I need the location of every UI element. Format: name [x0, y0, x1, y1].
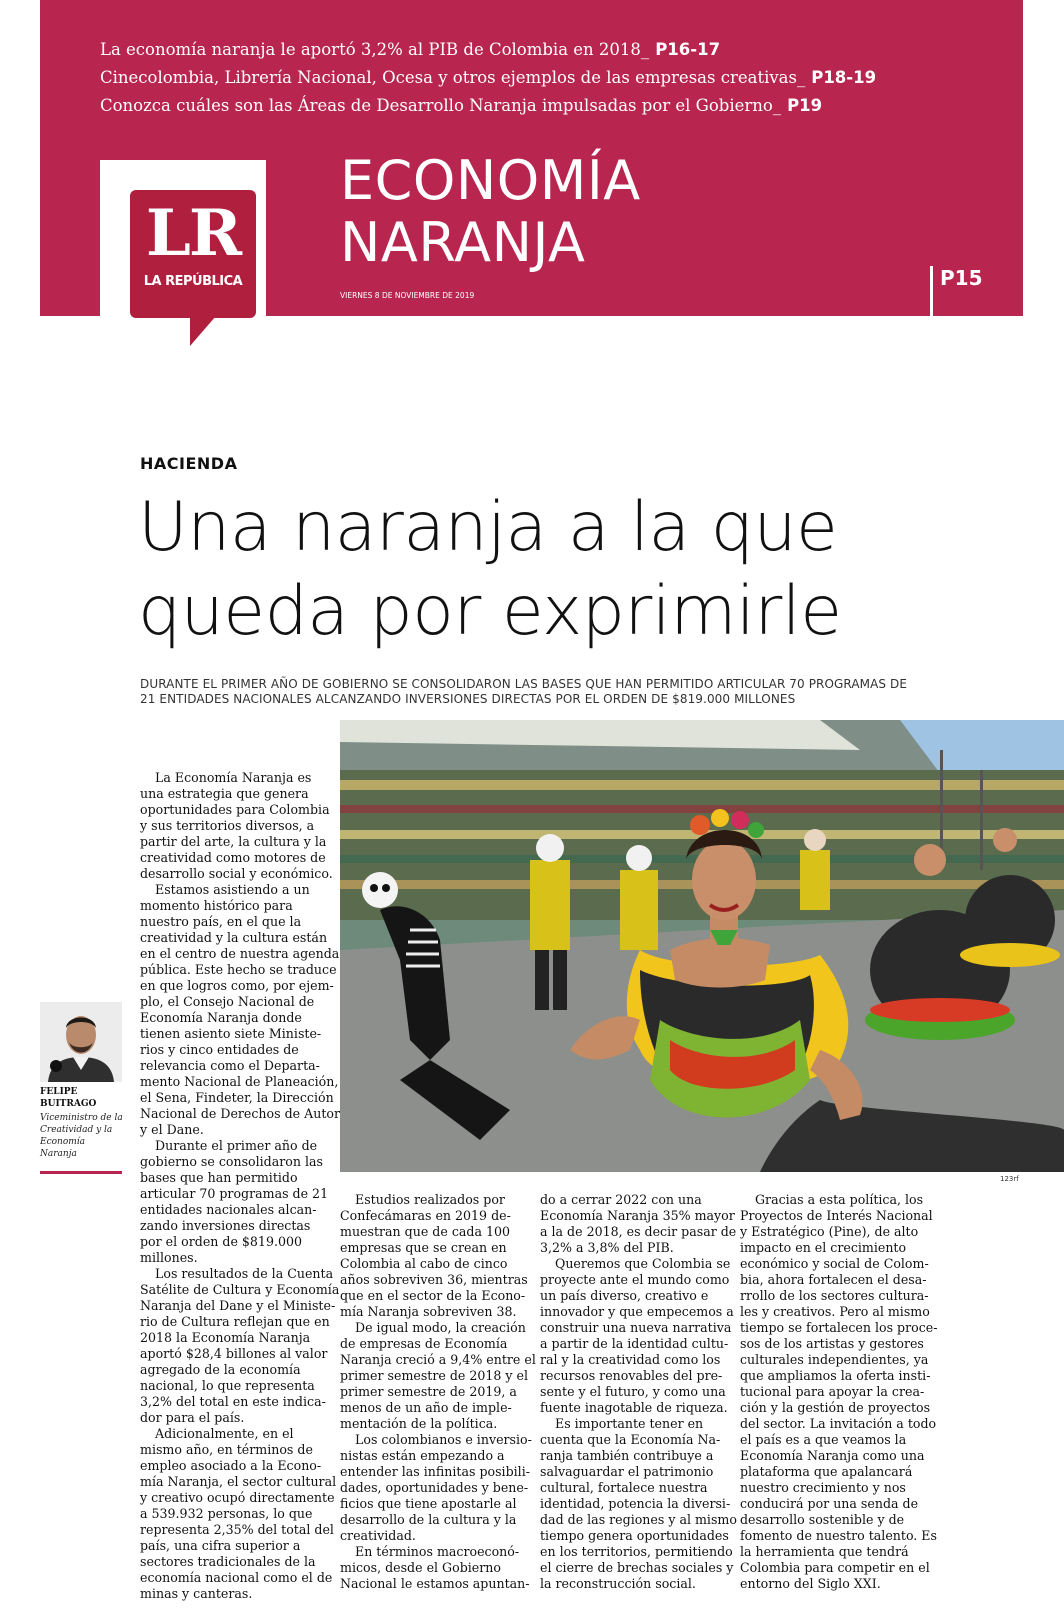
author-role-line: Viceministro de la	[40, 1113, 123, 1123]
body-text-line: do a cerrar 2022 con una	[540, 1192, 702, 1207]
body-text-line: ranja también contribuye a	[540, 1448, 714, 1463]
body-text-line: Economía Naranja donde	[140, 1010, 302, 1025]
teaser-item[interactable]	[100, 64, 960, 92]
teaser-list	[100, 36, 960, 120]
body-text-line: la reconstrucción social.	[540, 1576, 696, 1591]
body-text-line: economía nacional como el de	[140, 1570, 333, 1585]
body-text-line: cultural, fortalece nuestra	[540, 1480, 708, 1495]
body-text-line: aportó $28,4 billones al valor	[140, 1346, 328, 1361]
body-text-line: Colombia al cabo de cinco	[340, 1256, 508, 1271]
body-text-line: plataforma que apalancará	[740, 1464, 913, 1479]
body-text-line: ral y la creatividad como los	[540, 1352, 721, 1367]
body-text-line: pública. Este hecho se traduce	[140, 962, 337, 977]
body-text-line: desarrollo social y económico.	[140, 866, 333, 881]
body-text-line: tiempo genera oportunidades	[540, 1528, 729, 1543]
body-text-line: y el Dane.	[140, 1122, 204, 1137]
body-text-line: años sobreviven 36, mientras	[340, 1272, 528, 1287]
headline-line: queda por exprimirle	[138, 572, 842, 651]
body-text-line: minas y canteras.	[140, 1586, 253, 1601]
body-text-line: representa 2,35% del total del	[140, 1522, 334, 1537]
body-text-line: Economía Naranja como una	[740, 1448, 925, 1463]
body-text-line: nacional, lo que representa	[140, 1378, 315, 1393]
body-text-line: conducirá por una senda de	[740, 1496, 919, 1511]
body-text-line: En términos macroeconó-	[355, 1544, 520, 1559]
body-text-line: Durante el primer año de	[155, 1138, 318, 1153]
body-text-line: sente y el futuro, y como una	[540, 1384, 726, 1399]
body-text-line: culturales independientes, ya	[740, 1352, 929, 1367]
body-column-3	[540, 1192, 737, 1592]
body-text-line: micos, desde el Gobierno	[340, 1560, 501, 1575]
body-text-line: rio de Cultura reflejan que en	[140, 1314, 330, 1329]
body-text-line: Satélite de Cultura y Economía	[140, 1282, 340, 1297]
author-role-line: Naranja	[40, 1149, 77, 1159]
teaser-page: P18-19	[811, 68, 877, 87]
body-text-line: fuente inagotable de riqueza.	[540, 1400, 728, 1415]
body-text-line: mismo año, en términos de	[140, 1442, 313, 1457]
body-text-line: salvaguardar el patrimonio	[540, 1464, 714, 1479]
body-text-line: dor para el país.	[140, 1410, 245, 1425]
logo-name: LA REPÚBLICA	[143, 274, 243, 289]
article-kicker: HACIENDA	[140, 454, 238, 473]
body-text-line: Gracias a esta política, los	[755, 1192, 924, 1207]
body-text-line: nistas están empezando a	[340, 1448, 505, 1463]
body-text-line: primer semestre de 2018 y el	[340, 1368, 529, 1383]
author-role-line: Creatividad y la	[40, 1125, 113, 1135]
body-text-line: de empresas de Economía	[340, 1336, 508, 1351]
photo-credit: 123rf	[1000, 1175, 1019, 1183]
issue-date: VIERNES 8 DE NOVIEMBRE DE 2019	[340, 291, 475, 300]
body-text-line: fomento de nuestro talento. Es	[740, 1528, 937, 1543]
logo-speech-tail	[190, 316, 216, 346]
teaser-page: P16-17	[655, 40, 721, 59]
body-text-line: nuestro país, en el que la	[140, 914, 302, 929]
body-text-line: mía Naranja, el sector cultural	[140, 1474, 337, 1489]
logo-letters: LR	[145, 196, 241, 271]
author-name	[40, 1086, 122, 1110]
body-text-line: en los territorios, permitiendo	[540, 1544, 733, 1559]
page-divider	[930, 266, 933, 316]
teaser-item[interactable]	[100, 36, 960, 64]
body-text-line: sos de los artistas y gestores	[740, 1336, 924, 1351]
body-text-line: desarrollo de la cultura y la	[340, 1512, 517, 1527]
body-column-2	[340, 1192, 536, 1592]
body-text-line: De igual modo, la creación	[355, 1320, 526, 1335]
body-text-line: mento Nacional de Planeación,	[140, 1074, 339, 1089]
body-text-line: creatividad.	[340, 1528, 416, 1543]
body-text-line: que ampliamos la oferta insti-	[740, 1368, 931, 1383]
body-text-line: dades, oportunidades y bene-	[340, 1480, 529, 1495]
body-text-line: el cierre de brechas sociales y	[540, 1560, 734, 1575]
author-role	[40, 1112, 124, 1160]
body-text-line: y Estratégico (Pine), de alto	[740, 1224, 919, 1239]
body-text-line: en el centro de nuestra agenda	[140, 946, 340, 961]
body-text-line: económico y social de Colom-	[740, 1256, 929, 1271]
body-text-line: mía Naranja sobreviven 38.	[340, 1304, 517, 1319]
body-text-line: empresas que se crean en	[340, 1240, 507, 1255]
body-text-line: creatividad y la cultura están	[140, 930, 328, 945]
body-text-line: desarrollo sostenible y de	[740, 1512, 905, 1527]
body-column-4	[740, 1192, 938, 1592]
body-text-line: la herramienta que tendrá	[740, 1544, 909, 1559]
body-text-line: zando inversiones directas	[140, 1218, 311, 1233]
body-text-line: y creativo ocupó directamente	[140, 1490, 335, 1505]
carnival-photo-image	[340, 720, 1064, 1172]
body-text-line: relevancia como el Departa-	[140, 1058, 320, 1073]
body-column-1	[140, 770, 340, 1602]
body-text-line: identidad, potencia la diversi-	[540, 1496, 731, 1511]
body-text-line: les y creativos. Pero al mismo	[740, 1304, 930, 1319]
teaser-page: P19	[787, 96, 823, 115]
body-text-line: Es importante tener en	[555, 1416, 704, 1431]
body-text-line: tucional para apoyar la crea-	[740, 1384, 925, 1399]
body-text-line: en que logros como, por ejem-	[140, 978, 334, 993]
body-text-line: Estamos asistiendo a un	[155, 882, 310, 897]
body-text-line: Proyectos de Interés Nacional	[740, 1208, 933, 1223]
body-text-line: nuestro crecimiento y nos	[740, 1480, 906, 1495]
body-text-line: bia, ahora fortalecen el desa-	[740, 1272, 927, 1287]
body-text-line: agregado de la economía	[140, 1362, 301, 1377]
body-text-line: proyecte ante el mundo como	[540, 1272, 730, 1287]
body-text-line: que en el sector de la Econo-	[340, 1288, 526, 1303]
author-name-line: FELIPE	[40, 1087, 78, 1097]
body-text-line: Los colombianos e inversio-	[355, 1432, 532, 1447]
body-text-line: plo, el Consejo Nacional de	[140, 994, 315, 1009]
carnival-photo[interactable]	[340, 720, 1064, 1172]
author-rule	[40, 1171, 122, 1174]
body-text-line: entidades nacionales alcan-	[140, 1202, 317, 1217]
body-text-line: tienen asiento siete Ministe-	[140, 1026, 322, 1041]
body-text-line: oportunidades para Colombia	[140, 802, 330, 817]
author-name-line: BUITRAGO	[40, 1099, 97, 1109]
body-text-line: cuenta que la Economía Na-	[540, 1432, 721, 1447]
article-headline	[138, 486, 1038, 654]
author-portrait-image	[40, 1002, 122, 1082]
body-text-line: bases que han permitido	[140, 1170, 298, 1185]
body-text-line: partir del arte, la cultura y la	[140, 834, 327, 849]
author-role-line: Economía	[40, 1137, 86, 1147]
body-text-line: Nacional le estamos apuntan-	[340, 1576, 530, 1591]
body-text-line: 3,2% del total en este indica-	[140, 1394, 326, 1409]
body-text-line: primer semestre de 2019, a	[340, 1384, 517, 1399]
author-portrait	[40, 1002, 122, 1082]
body-text-line: Naranja del Dane y el Ministe-	[140, 1298, 336, 1313]
body-text-line: recursos renovables del pre-	[540, 1368, 723, 1383]
body-text-line: Los resultados de la Cuenta	[155, 1266, 334, 1281]
page-number: P15	[940, 266, 983, 290]
body-text-line: rrollo de los sectores cultura-	[740, 1288, 929, 1303]
body-text-line: menos de un año de imple-	[340, 1400, 512, 1415]
body-text-line: sectores tradicionales de la	[140, 1554, 316, 1569]
body-text-line: 2018 la Economía Naranja	[140, 1330, 311, 1345]
body-text-line: el Sena, Findeter, la Dirección	[140, 1090, 334, 1105]
teaser-text: Conozca cuáles son las Áreas de Desarrollo Naranja impulsadas por el Gobierno_	[100, 96, 782, 115]
body-text-line: a partir de la identidad cultu-	[540, 1336, 729, 1351]
body-text-line: mentación de la política.	[340, 1416, 498, 1431]
body-text-line: momento histórico para	[140, 898, 293, 913]
deck-line: 21 ENTIDADES NACIONALES ALCANZANDO INVERSIONES DIRECTAS POR EL ORDEN DE $819.000 MILLONES	[140, 692, 796, 706]
body-text-line: articular 70 programas de 21	[140, 1186, 329, 1201]
body-text-line: dad de las regiones y al mismo	[540, 1512, 737, 1527]
body-text-line: entorno del Siglo XXI.	[740, 1576, 881, 1591]
body-text-line: Adicionalmente, en el	[155, 1426, 294, 1441]
body-text-line: muestran que de cada 100	[340, 1224, 510, 1239]
body-text-line: creatividad como motores de	[140, 850, 326, 865]
article-deck	[140, 677, 940, 707]
body-text-line: Naranja creció a 9,4% entre el	[340, 1352, 536, 1367]
body-text-line: y sus territorios diversos, a	[140, 818, 315, 833]
headline-line: Una naranja a la que	[138, 488, 838, 567]
body-text-line: Nacional de Derechos de Autor	[140, 1106, 340, 1121]
body-text-line: ción y la gestión de proyectos	[740, 1400, 931, 1415]
body-text-line: país, una cifra superior a	[140, 1538, 301, 1553]
body-text-line: entender las infinitas posibili-	[340, 1464, 530, 1479]
body-text-line: Economía Naranja 35% mayor	[540, 1208, 735, 1223]
body-text-line: gobierno se consolidaron las	[140, 1154, 323, 1169]
teaser-text: La economía naranja le aportó 3,2% al PIB de Colombia en 2018_	[100, 40, 650, 59]
body-text-line: 3,2% a 3,8% del PIB.	[540, 1240, 674, 1255]
section-title-line: NARANJA	[340, 211, 586, 274]
section-title	[340, 150, 641, 274]
body-text-line: rios y cinco entidades de	[140, 1042, 299, 1057]
body-text-line: innovador y que empecemos a	[540, 1304, 734, 1319]
teaser-text: Cinecolombia, Librería Nacional, Ocesa y otros ejemplos de las empresas creativas_	[100, 68, 806, 87]
teaser-item[interactable]	[100, 92, 960, 120]
body-text-line: un país diverso, creativo e	[540, 1288, 709, 1303]
body-text-line: millones.	[140, 1250, 198, 1265]
body-text-line: La Economía Naranja es	[155, 770, 312, 785]
body-text-line: Confecámaras en 2019 de-	[340, 1208, 511, 1223]
body-text-line: a la de 2018, es decir pasar de	[540, 1224, 737, 1239]
body-text-line: empleo asociado a la Econo-	[140, 1458, 322, 1473]
body-text-line: impacto en el crecimiento	[740, 1240, 907, 1255]
body-text-line: ficios que tiene apostarle al	[340, 1496, 517, 1511]
body-text-line: del sector. La invitación a todo	[740, 1416, 937, 1431]
body-text-line: tiempo se fortalecen los proce-	[740, 1320, 938, 1335]
section-title-line: ECONOMÍA	[340, 149, 641, 212]
body-text-line: por el orden de $819.000	[140, 1234, 302, 1249]
body-text-line: construir una nueva narrativa	[540, 1320, 732, 1335]
deck-line: DURANTE EL PRIMER AÑO DE GOBIERNO SE CONSOLIDARON LAS BASES QUE HAN PERMITIDO ARTICULAR 70 PROGRAMAS DE	[140, 677, 908, 691]
body-text-line: Colombia para competir en el	[740, 1560, 930, 1575]
body-text-line: Queremos que Colombia se	[555, 1256, 731, 1271]
body-text-line: Estudios realizados por	[355, 1192, 505, 1207]
body-text-line: a 539.932 personas, lo que	[140, 1506, 313, 1521]
body-text-line: una estrategia que genera	[140, 786, 309, 801]
body-text-line: el país es a que veamos la	[740, 1432, 907, 1447]
